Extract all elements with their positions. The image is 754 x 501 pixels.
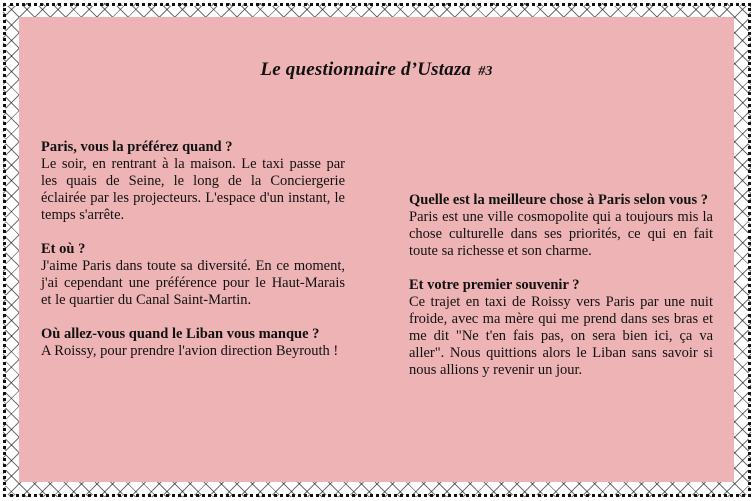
qa-item <box>41 139 345 224</box>
question-heading: Et votre premier souvenir ? <box>409 277 580 293</box>
question-heading: Et où ? <box>41 241 86 257</box>
answer-text: J'aime Paris dans toute sa diversité. En ce moment, j'ai cependant une préférence pour le Haut-Marais et le quartier du Canal Saint-Martin. <box>41 258 345 308</box>
answer-text: A Roissy, pour prendre l'avion direction Beyrouth ! <box>41 343 339 359</box>
answer-text: Le soir, en rentrant à la maison. Le taxi passe par les quais de Seine, le long de la Conciergerie éclairée par les projecteurs. L'espace d'un instant, le temps s'arrête. <box>41 156 345 223</box>
question-heading: Où allez-vous quand le Liban vous manque ? <box>41 326 320 342</box>
questionnaire-panel <box>19 17 734 482</box>
right-column <box>409 192 713 396</box>
title-text: Le questionnaire d’Ustaza <box>260 59 472 80</box>
question-heading: Paris, vous la préférez quand ? <box>41 139 233 155</box>
answer-text: Ce trajet en taxi de Roissy vers Paris par une nuit froide, avec ma mère qui me prend dans ses bras et me dit "Ne t'en fais pas, on sera bien ici, ça va aller". Nous quittions alors le Liban sans savoir si nous allions y revenir un jour. <box>409 294 713 378</box>
qa-item <box>41 241 345 309</box>
page-title <box>19 59 734 81</box>
question-heading: Quelle est la meilleure chose à Paris selon vous ? <box>409 192 708 208</box>
left-column <box>41 139 345 377</box>
answer-text: Paris est une ville cosmopolite qui a toujours mis la chose culturelle dans ses priorités, ce qui en fait toute sa richesse et son charme. <box>409 209 713 259</box>
title-number: #3 <box>478 64 493 79</box>
qa-item <box>41 326 345 360</box>
qa-item <box>409 192 713 260</box>
qa-item <box>409 277 713 379</box>
